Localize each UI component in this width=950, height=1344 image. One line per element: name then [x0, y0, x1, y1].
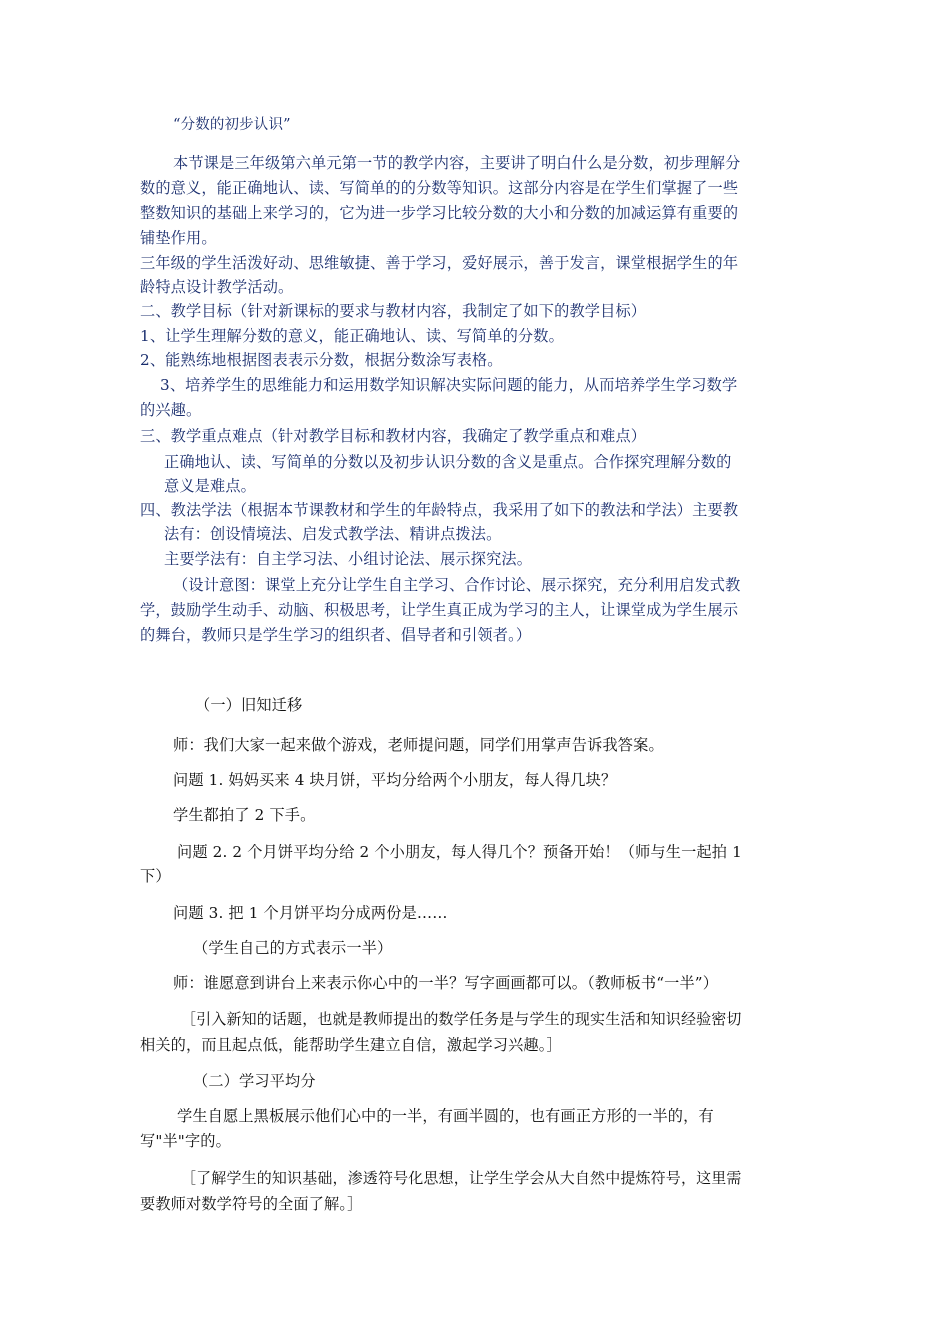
- part1-teacher-intro: 师：我们大家一起来做个游戏，老师提问题，同学们用掌声告诉我答案。: [173, 736, 664, 754]
- part2-note-line-2: 要教师对数学符号的全面了解。］: [140, 1195, 363, 1213]
- methods-learning: 主要学法有：自主学习法、小组讨论法、展示探究法。: [164, 550, 533, 568]
- part1-student-half: （学生自己的方式表示一半）: [193, 939, 393, 957]
- design-intent-line-2: 学，鼓励学生动手、动脑、积极思考，让学生真正成为学习的主人，让课堂成为学生展示: [140, 601, 739, 619]
- intro-line-3: 整数知识的基础上来学习的，它为进一步学习比较分数的大小和分数的加减运算有重要的: [140, 204, 739, 222]
- intro-line-1: 本节课是三年级第六单元第一节的教学内容，主要讲了明白什么是分数，初步理解分: [173, 154, 741, 172]
- part1-question-1: 问题 1. 妈妈买来 4 块月饼，平均分给两个小朋友，每人得几块？: [173, 771, 617, 789]
- part1-note-line-1: ［引入新知的话题，也就是教师提出的数学任务是与学生的现实生活和知识经验密切: [181, 1010, 742, 1028]
- part1-note-line-2: 相关的，而且起点低，能帮助学生建立自信，激起学习兴趣。］: [140, 1036, 562, 1054]
- keypoints-line-2: 意义是难点。: [164, 477, 257, 495]
- intro-line-5: 三年级的学生活泼好动、思维敏捷、善于学习，爱好展示，善于发言，课堂根据学生的年: [140, 254, 739, 272]
- keypoints-heading: 三、教学重点难点（针对教学目标和教材内容，我确定了教学重点和难点）: [140, 427, 647, 445]
- part2-note-line-1: ［了解学生的知识基础，渗透符号化思想，让学生学会从大自然中提炼符号，这里需: [181, 1169, 742, 1187]
- part2-paragraph-line-1: 学生自愿上黑板展示他们心中的一半，有画半圆的，也有画正方形的一半的，有: [177, 1107, 714, 1125]
- goals-heading: 二、教学目标（针对新课标的要求与教材内容，我制定了如下的教学目标）: [140, 302, 647, 320]
- intro-line-6: 龄特点设计教学活动。: [140, 278, 294, 296]
- part1-question-2-line-1: 问题 2. 2 个月饼平均分给 2 个小朋友，每人得几个？预备开始！（师与生一起拍 1: [177, 843, 742, 861]
- part1-heading: （一）旧知迁移: [195, 696, 303, 714]
- methods-heading: 四、教法学法（根据本节课教材和学生的年龄特点，我采用了如下的教法和学法）主要教: [140, 501, 739, 519]
- goal-item-1: 1、让学生理解分数的意义，能正确地认、读、写简单的分数。: [140, 327, 564, 345]
- goal-item-3-line-2: 的兴趣。: [140, 401, 202, 419]
- design-intent-line-3: 的舞台，教师只是学生学习的组织者、倡导者和引领者。）: [140, 626, 532, 644]
- goal-item-3-line-1: 3、培养学生的思维能力和运用数学知识解决实际问题的能力，从而培养学生学习数学: [160, 376, 738, 394]
- design-intent-line-1: （设计意图：课堂上充分让学生自主学习、合作讨论、展示探究，充分利用启发式教: [173, 576, 741, 594]
- part2-heading: （二）学习平均分: [193, 1072, 316, 1090]
- part1-question-2-line-2: 下）: [140, 867, 171, 885]
- document-title: “分数的初步认识”: [173, 117, 291, 133]
- goal-item-2: 2、能熟练地根据图表表示分数，根据分数涂写表格。: [140, 351, 503, 369]
- part1-teacher-board: 师：谁愿意到讲台上来表示你心中的一半？写字画画都可以。（教师板书“一半”）: [173, 974, 719, 992]
- intro-line-2: 数的意义，能正确地认、读、写简单的的分数等知识。这部分内容是在学生们掌握了一些: [140, 179, 739, 197]
- keypoints-line-1: 正确地认、读、写简单的分数以及初步认识分数的含义是重点。合作探究理解分数的: [164, 453, 732, 471]
- methods-teaching: 法有：创设情境法、启发式教学法、精讲点拨法。: [164, 525, 502, 543]
- part1-question-3: 问题 3. 把 1 个月饼平均分成两份是……: [173, 904, 448, 922]
- intro-line-4: 铺垫作用。: [140, 229, 217, 247]
- part2-paragraph-line-2: 写"半"字的。: [140, 1132, 231, 1150]
- part1-question-1-answer: 学生都拍了 2 下手。: [173, 806, 316, 824]
